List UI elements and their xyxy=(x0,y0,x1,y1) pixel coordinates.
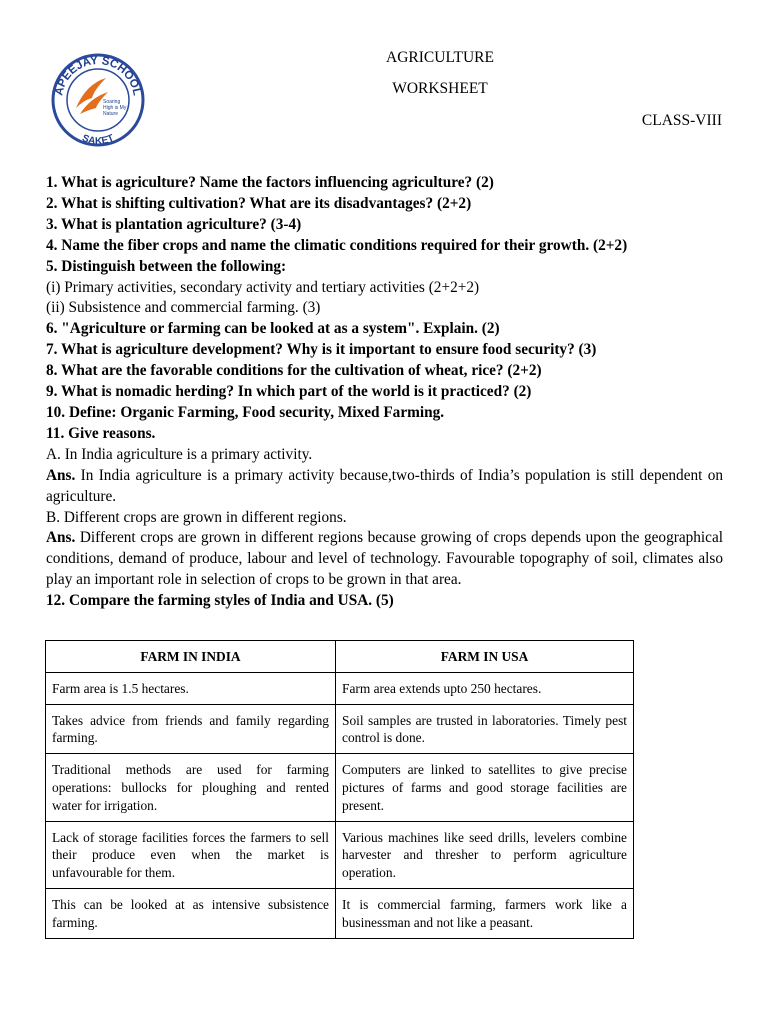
question-5-part-i: (i) Primary activities, secondary activity and tertiary activities (2+2+2) xyxy=(46,278,480,296)
table-row xyxy=(46,672,634,704)
india-cell: Farm area is 1.5 hectares. xyxy=(46,672,336,704)
class-label: CLASS-VIII xyxy=(641,112,722,129)
usa-cell: Farm area extends upto 250 hectares. xyxy=(336,672,634,704)
table-row xyxy=(46,704,634,754)
question-9: 9. What is nomadic herding? In which part of the world is it practiced? (2) xyxy=(46,383,532,401)
question-4: 4. Name the fiber crops and name the climatic conditions required for their growth. (2+2) xyxy=(46,236,628,254)
question-10: 10. Define: Organic Farming, Food security, Mixed Farming. xyxy=(46,403,445,421)
logo-motto-1: Soaring xyxy=(103,99,121,105)
logo-top-text: APEEJAY SCHOOL xyxy=(53,54,143,97)
worksheet-title: AGRICULTURE xyxy=(386,49,494,66)
india-cell: Traditional methods are used for farming operations: bullocks for ploughing and rented water for irrigation. xyxy=(46,754,336,821)
table-header-row xyxy=(46,641,634,673)
usa-cell: It is commercial farming, farmers work like a businessman and not like a peasant. xyxy=(336,888,634,938)
svg-text:APEEJAY SCHOOL xyxy=(53,55,143,97)
question-list xyxy=(46,173,723,612)
india-cell: This can be looked at as intensive subsistence farming. xyxy=(46,888,336,938)
answer-11-a xyxy=(46,466,723,508)
table-row xyxy=(46,754,634,821)
question-5: 5. Distinguish between the following: xyxy=(46,257,287,275)
question-11-b: B. Different crops are grown in different regions. xyxy=(46,508,347,526)
answer-label: Ans. xyxy=(46,466,76,484)
column-header-usa: FARM IN USA xyxy=(336,641,634,673)
logo-motto-2: High is My xyxy=(103,105,127,111)
usa-cell: Various machines like seed drills, levelers combine harvester and thresher to perform agriculture operation. xyxy=(336,821,634,888)
question-11-a: A. In India agriculture is a primary activity. xyxy=(46,445,313,463)
svg-text:SAKET xyxy=(80,133,115,147)
school-logo xyxy=(50,48,146,150)
logo-motto-3: Nature xyxy=(103,111,119,117)
question-5-part-ii: (ii) Subsistence and commercial farming. (3) xyxy=(46,299,321,317)
question-12: 12. Compare the farming styles of India and USA. (5) xyxy=(46,592,394,610)
question-7: 7. What is agriculture development? Why is it important to ensure food security? (3) xyxy=(46,341,597,359)
answer-11-b-text: Different crops are grown in different regions because growing of crops depends upon the geographical conditions, demand of produce, labour and level of technology. Favourable topography of soil, climates also play an important role in selection of crops to be grown in that area. xyxy=(46,529,723,589)
logo-bottom-text: SAKET xyxy=(80,132,116,148)
table-row xyxy=(46,821,634,888)
india-cell: Takes advice from friends and family regarding farming. xyxy=(46,704,336,754)
usa-cell: Computers are linked to satellites to give precise pictures of farms and good storage facilities are present. xyxy=(336,754,634,821)
question-8: 8. What are the favorable conditions for the cultivation of wheat, rice? (2+2) xyxy=(46,362,542,380)
question-11: 11. Give reasons. xyxy=(46,424,156,442)
question-6: 6. "Agriculture or farming can be looked at as a system". Explain. (2) xyxy=(46,320,500,338)
usa-cell: Soil samples are trusted in laboratories. Timely pest control is done. xyxy=(336,704,634,754)
column-header-india: FARM IN INDIA xyxy=(46,641,336,673)
table-row xyxy=(46,888,634,938)
worksheet-subtitle: WORKSHEET xyxy=(392,80,488,97)
answer-11-a-text: In India agriculture is a primary activity because,two-thirds of India’s population is still dependent on agriculture. xyxy=(46,466,723,505)
answer-label: Ans. xyxy=(46,529,76,547)
india-cell: Lack of storage facilities forces the farmers to sell their produce even when the market is unfavourable for them. xyxy=(46,821,336,888)
answer-11-b xyxy=(46,528,723,591)
question-1: 1. What is agriculture? Name the factors influencing agriculture? (2) xyxy=(46,174,494,191)
question-2: 2. What is shifting cultivation? What are its disadvantages? (2+2) xyxy=(46,194,472,212)
comparison-table xyxy=(45,640,634,939)
question-3: 3. What is plantation agriculture? (3-4) xyxy=(46,215,302,233)
